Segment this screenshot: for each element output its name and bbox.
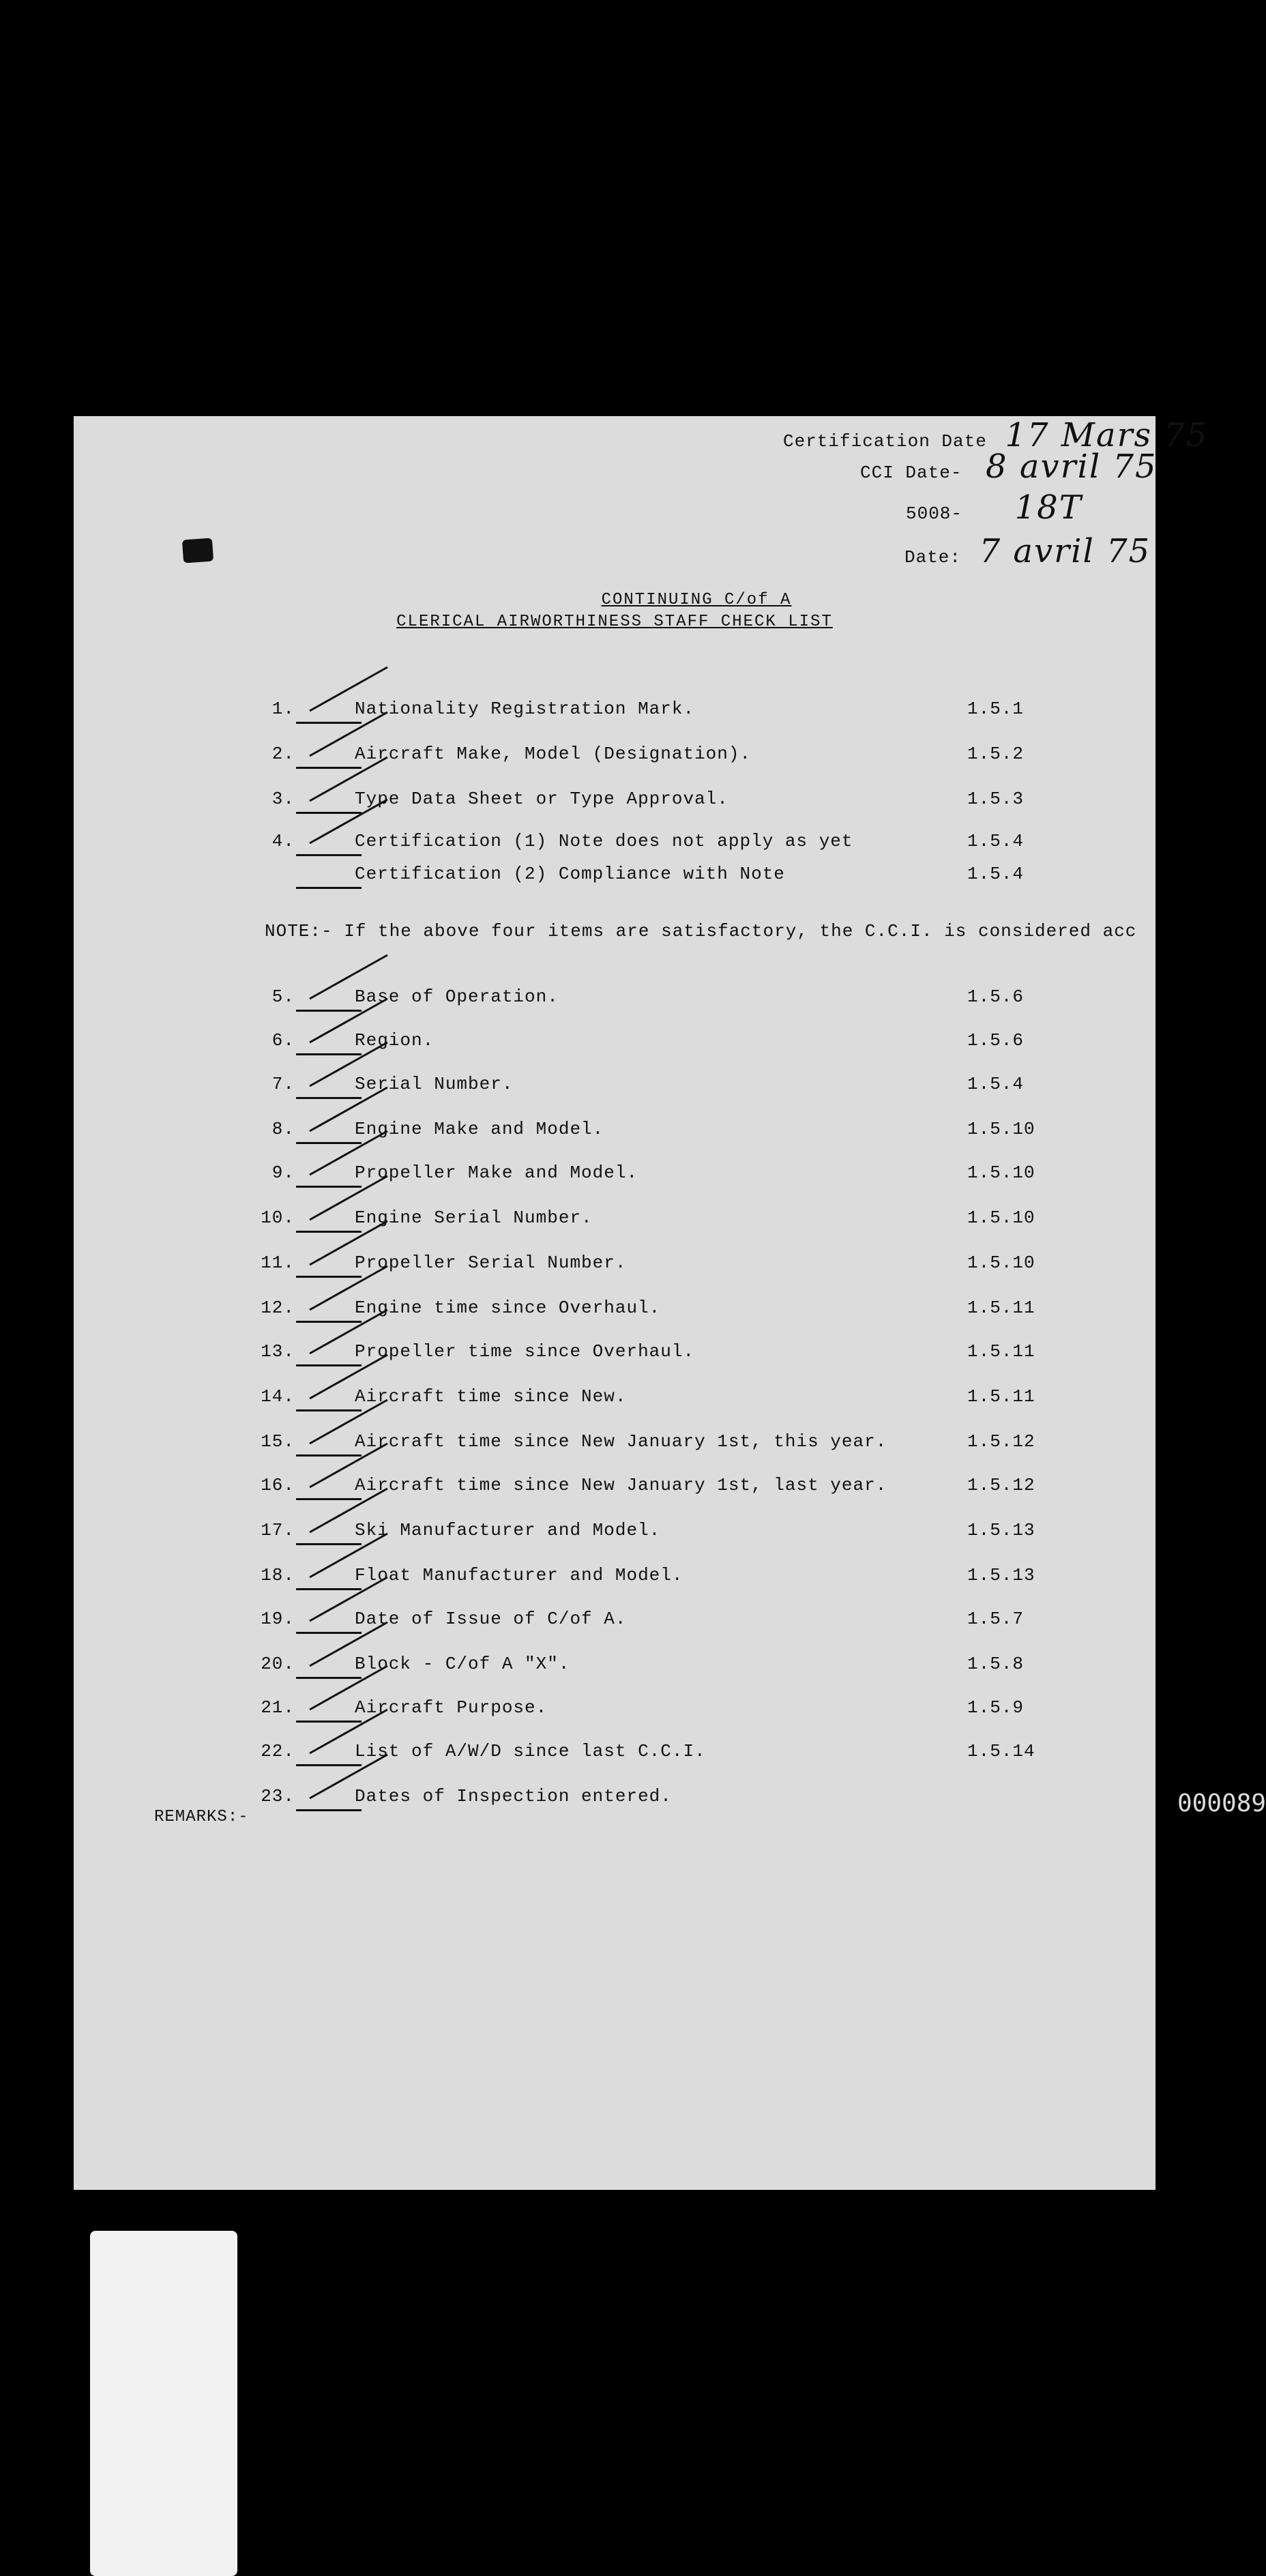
item-label: Float Manufacturer and Model. [355,1565,683,1585]
item-reference: 1.5.4 [967,831,1025,851]
checklist-row [74,1030,1155,1057]
title-line-1: CONTINUING C/of A [601,591,792,609]
checklist-row [74,1253,1155,1280]
item-number: 10. [261,1208,295,1228]
item-reference: 1.5.10 [967,1162,1035,1183]
item-number: 1. [271,699,295,719]
checklist-row [74,1119,1155,1146]
item-reference: 1.5.7 [967,1609,1025,1629]
check-blank [296,887,362,889]
item-reference: 1.5.6 [967,986,1025,1007]
cci-date-value: 8 avril 75 [986,448,1158,486]
item-number: 11. [261,1253,295,1273]
item-reference: 1.5.13 [967,1520,1035,1540]
item-label: Nationality Registration Mark. [355,699,695,719]
item-number: 9. [271,1162,295,1183]
cci-date-label: CCI Date- [860,463,962,483]
item-number: 21. [261,1697,295,1718]
item-reference: 1.5.10 [967,1208,1035,1228]
document-page [74,416,1209,2190]
item-number: 8. [271,1119,295,1139]
item-label: Aircraft time since New. [355,1386,627,1407]
checklist-row [74,1697,1155,1725]
item-number: 14. [261,1386,295,1407]
light-patch [90,2231,237,2576]
checklist-row [74,1386,1155,1414]
checklist-row [74,1609,1155,1636]
item-reference: 1.5.8 [967,1654,1025,1674]
item-label: Block - C/of A "X". [355,1654,570,1674]
cci-date-line [860,448,1158,486]
item-number: 2. [271,744,295,764]
item-label: Date of Issue of C/of A. [355,1609,627,1629]
item-reference: 1.5.4 [967,1074,1025,1094]
checklist-row [74,1654,1155,1681]
checklist-row [74,1475,1155,1502]
item-number: 4. [271,831,295,851]
note-text: NOTE:- If the above four items are satisfactory, the C.C.I. is considered acc [265,921,1137,941]
item-number: 20. [261,1654,295,1674]
item-label: List of A/W/D since last C.C.I. [355,1741,706,1761]
remarks-label: REMARKS:- [154,1808,249,1826]
checklist-row [74,1741,1155,1768]
item-label: Engine time since Overhaul. [355,1298,661,1318]
item-label: Propeller time since Overhaul. [355,1341,695,1362]
item-label: Engine Make and Model. [355,1119,604,1139]
item-label: Propeller Make and Model. [355,1162,638,1183]
checklist-row [74,831,1155,858]
item-reference: 1.5.9 [967,1697,1025,1718]
item-reference: 1.5.10 [967,1253,1035,1273]
item-reference: 1.5.14 [967,1741,1035,1761]
item-number: 13. [261,1341,295,1362]
item-label: Aircraft Make, Model (Designation). [355,744,752,764]
item-label: Aircraft time since New January 1st, last year. [355,1475,887,1495]
ink-blot [182,538,214,564]
item-number: 7. [271,1074,295,1094]
item-label: Certification (1) Note does not apply as yet [355,831,853,851]
checklist-row [74,986,1155,1014]
item-reference: 1.5.12 [967,1475,1035,1495]
item-label: Ski Manufacturer and Model. [355,1520,661,1540]
code-value: 18T [1014,488,1083,527]
item-reference: 1.5.6 [967,1030,1025,1051]
item-label: Certification (2) Compliance with Note [355,864,785,884]
date-line [904,532,1151,570]
item-reference: 1.5.3 [967,789,1025,809]
item-label: Aircraft Purpose. [355,1697,548,1718]
checklist-row [74,699,1155,726]
checklist-row [74,1565,1155,1592]
item-number: 3. [271,789,295,809]
item-reference: 1.5.10 [967,1119,1035,1139]
item-label: Engine Serial Number. [355,1208,593,1228]
item-number: 19. [261,1609,295,1629]
item-number: 23. [261,1786,295,1806]
item-number: 22. [261,1741,295,1761]
item-reference: 1.5.13 [967,1565,1035,1585]
item-number: 12. [261,1298,295,1318]
item-reference: 1.5.11 [967,1298,1035,1318]
item-reference: 1.5.11 [967,1386,1035,1407]
item-label: Region. [355,1030,435,1051]
item-label: Propeller Serial Number. [355,1253,627,1273]
checklist-row [74,789,1155,816]
item-label: Serial Number. [355,1074,514,1094]
item-number: 5. [271,986,295,1007]
checklist-row [74,1074,1155,1101]
checklist-row [74,864,1155,891]
item-reference: 1.5.1 [967,699,1025,719]
code-line [906,488,1083,527]
date-value: 7 avril 75 [979,532,1151,570]
item-label: Base of Operation. [355,986,559,1007]
checklist-row [74,1520,1155,1547]
checklist-row [74,1208,1155,1235]
item-number: 18. [261,1565,295,1585]
item-reference: 1.5.4 [967,864,1025,884]
item-label: Aircraft time since New January 1st, this year. [355,1431,887,1452]
certification-date-label: Certification Date [783,431,987,452]
item-reference: 1.5.2 [967,744,1025,764]
item-number: 16. [261,1475,295,1495]
code-label: 5008- [906,503,963,524]
item-number: 15. [261,1431,295,1452]
item-reference: 1.5.12 [967,1431,1035,1452]
check-blank [296,1809,362,1811]
item-reference: 1.5.11 [967,1341,1035,1362]
checklist-row [74,744,1155,771]
checklist-row [74,1298,1155,1325]
check-blank [296,854,362,856]
checklist-row [74,1162,1155,1190]
title-line-2: CLERICAL AIRWORTHINESS STAFF CHECK LIST [396,613,833,631]
item-number: 17. [261,1520,295,1540]
item-number: 6. [271,1030,295,1051]
date-label: Date: [904,547,962,568]
checklist-row [74,1341,1155,1368]
item-label: Type Data Sheet or Type Approval. [355,789,728,809]
certification-date-value: 17 Mars 75 [1005,416,1209,454]
checklist-row [74,1431,1155,1459]
item-label: Dates of Inspection entered. [355,1786,672,1806]
side-page-number: 000089 [1177,1789,1266,1817]
